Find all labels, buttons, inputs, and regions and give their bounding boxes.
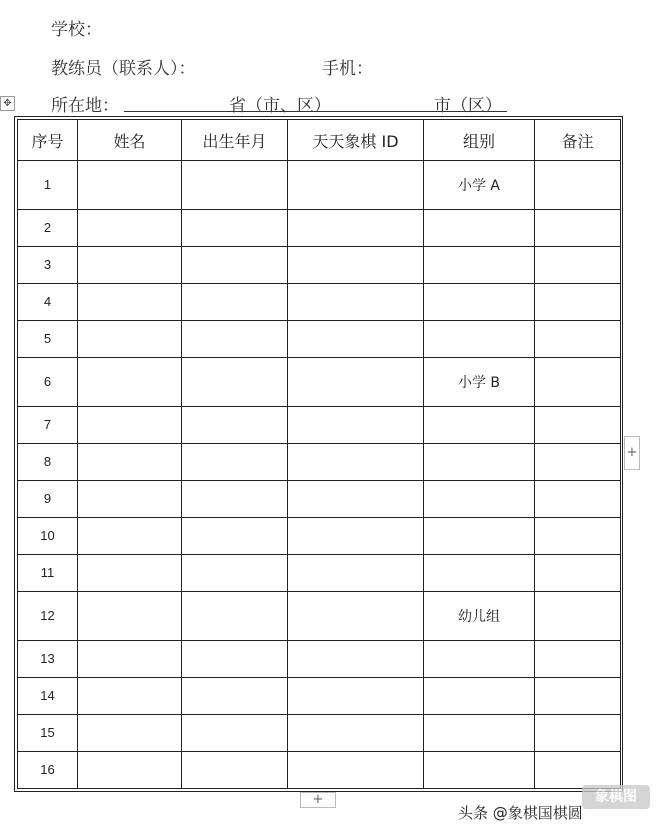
row-number-cell: 4 xyxy=(18,283,78,320)
app-id-cell[interactable] xyxy=(288,677,424,714)
table-row xyxy=(18,517,621,554)
name-cell[interactable] xyxy=(78,554,182,591)
app-id-cell[interactable] xyxy=(288,357,424,406)
name-cell[interactable] xyxy=(78,751,182,788)
app-id-cell[interactable] xyxy=(288,246,424,283)
group-cell[interactable] xyxy=(424,517,535,554)
table-row xyxy=(18,209,621,246)
table-row xyxy=(18,283,621,320)
column-header: 序号 xyxy=(18,120,78,161)
name-cell[interactable] xyxy=(78,357,182,406)
table-row xyxy=(18,320,621,357)
name-cell[interactable] xyxy=(78,480,182,517)
group-cell[interactable] xyxy=(424,283,535,320)
group-cell[interactable] xyxy=(424,751,535,788)
birth-cell[interactable] xyxy=(182,320,288,357)
birth-cell[interactable] xyxy=(182,640,288,677)
birth-cell[interactable] xyxy=(182,677,288,714)
note-cell[interactable] xyxy=(535,357,621,406)
coach-label: 教练员（联系人）： xyxy=(51,59,196,79)
phone-label: 手机： xyxy=(322,59,373,79)
group-cell[interactable] xyxy=(424,209,535,246)
note-cell[interactable] xyxy=(535,480,621,517)
table-move-handle-icon[interactable]: ✥ xyxy=(0,96,15,111)
name-cell[interactable] xyxy=(78,443,182,480)
table-row xyxy=(18,677,621,714)
birth-cell[interactable] xyxy=(182,209,288,246)
name-cell[interactable] xyxy=(78,677,182,714)
row-number-cell: 11 xyxy=(18,554,78,591)
location-label: 所在地： xyxy=(51,96,119,116)
note-cell[interactable] xyxy=(535,283,621,320)
column-header: 出生年月 xyxy=(182,120,288,161)
logo-watermark: 象棋图 xyxy=(582,785,650,809)
name-cell[interactable] xyxy=(78,283,182,320)
note-cell[interactable] xyxy=(535,554,621,591)
app-id-cell[interactable] xyxy=(288,480,424,517)
app-id-cell[interactable] xyxy=(288,640,424,677)
note-cell[interactable] xyxy=(535,406,621,443)
province-label: 省（市、区） xyxy=(229,96,331,116)
registration-table xyxy=(17,119,621,789)
note-cell[interactable] xyxy=(535,591,621,640)
note-cell[interactable] xyxy=(535,677,621,714)
registration-table-frame xyxy=(14,116,623,792)
birth-cell[interactable] xyxy=(182,751,288,788)
group-cell[interactable]: 幼儿组 xyxy=(424,591,535,640)
group-cell[interactable] xyxy=(424,554,535,591)
add-column-icon[interactable]: + xyxy=(624,436,640,470)
table-body xyxy=(18,161,621,789)
note-cell[interactable] xyxy=(535,320,621,357)
group-cell[interactable] xyxy=(424,443,535,480)
column-header: 组别 xyxy=(424,120,535,161)
row-number-cell: 10 xyxy=(18,517,78,554)
group-cell[interactable] xyxy=(424,320,535,357)
group-cell[interactable] xyxy=(424,406,535,443)
group-cell[interactable] xyxy=(424,480,535,517)
note-cell[interactable] xyxy=(535,751,621,788)
row-number-cell: 9 xyxy=(18,480,78,517)
app-id-cell[interactable] xyxy=(288,283,424,320)
name-cell[interactable] xyxy=(78,246,182,283)
name-cell[interactable] xyxy=(78,406,182,443)
school-label: 学校： xyxy=(51,20,102,40)
row-number-cell: 12 xyxy=(18,591,78,640)
app-id-cell[interactable] xyxy=(288,443,424,480)
row-number-cell: 2 xyxy=(18,209,78,246)
row-number-cell: 13 xyxy=(18,640,78,677)
birth-cell[interactable] xyxy=(182,357,288,406)
group-cell[interactable]: 小学 A xyxy=(424,161,535,210)
row-number-cell: 5 xyxy=(18,320,78,357)
group-cell[interactable]: 小学 B xyxy=(424,357,535,406)
note-cell[interactable] xyxy=(535,246,621,283)
birth-cell[interactable] xyxy=(182,443,288,480)
app-id-cell[interactable] xyxy=(288,209,424,246)
table-row xyxy=(18,480,621,517)
row-number-cell: 8 xyxy=(18,443,78,480)
group-cell[interactable] xyxy=(424,246,535,283)
table-row xyxy=(18,443,621,480)
source-watermark: 头条 @象棋国棋圆 xyxy=(458,804,583,822)
table-row xyxy=(18,751,621,788)
city-label: 市（区） xyxy=(434,96,502,116)
note-cell[interactable] xyxy=(535,640,621,677)
birth-cell[interactable] xyxy=(182,591,288,640)
table-row xyxy=(18,161,621,210)
table-row xyxy=(18,554,621,591)
column-header: 姓名 xyxy=(78,120,182,161)
group-cell[interactable] xyxy=(424,677,535,714)
note-cell[interactable] xyxy=(535,714,621,751)
group-cell[interactable] xyxy=(424,640,535,677)
table-row xyxy=(18,714,621,751)
name-cell[interactable] xyxy=(78,714,182,751)
table-row xyxy=(18,357,621,406)
app-id-cell[interactable] xyxy=(288,751,424,788)
add-row-icon[interactable]: + xyxy=(300,792,336,808)
row-number-cell: 3 xyxy=(18,246,78,283)
app-id-cell[interactable] xyxy=(288,554,424,591)
app-id-cell[interactable] xyxy=(288,714,424,751)
app-id-cell[interactable] xyxy=(288,517,424,554)
note-cell[interactable] xyxy=(535,209,621,246)
name-cell[interactable] xyxy=(78,640,182,677)
row-number-cell: 14 xyxy=(18,677,78,714)
row-number-cell: 15 xyxy=(18,714,78,751)
row-number-cell: 7 xyxy=(18,406,78,443)
birth-cell[interactable] xyxy=(182,517,288,554)
note-cell[interactable] xyxy=(535,161,621,210)
birth-cell[interactable] xyxy=(182,161,288,210)
table-header-row xyxy=(18,120,621,161)
group-cell[interactable] xyxy=(424,714,535,751)
note-cell[interactable] xyxy=(535,517,621,554)
app-id-cell[interactable] xyxy=(288,320,424,357)
table-row xyxy=(18,406,621,443)
birth-cell[interactable] xyxy=(182,283,288,320)
row-number-cell: 6 xyxy=(18,357,78,406)
name-cell[interactable] xyxy=(78,591,182,640)
name-cell[interactable] xyxy=(78,320,182,357)
app-id-cell[interactable] xyxy=(288,406,424,443)
column-header: 备注 xyxy=(535,120,621,161)
table-row xyxy=(18,640,621,677)
table-row xyxy=(18,591,621,640)
birth-cell[interactable] xyxy=(182,714,288,751)
birth-cell[interactable] xyxy=(182,246,288,283)
note-cell[interactable] xyxy=(535,443,621,480)
column-header: 天天象棋 ID xyxy=(288,120,424,161)
table-row xyxy=(18,246,621,283)
birth-cell[interactable] xyxy=(182,480,288,517)
name-cell[interactable] xyxy=(78,161,182,210)
app-id-cell[interactable] xyxy=(288,161,424,210)
row-number-cell: 16 xyxy=(18,751,78,788)
birth-cell[interactable] xyxy=(182,406,288,443)
row-number-cell: 1 xyxy=(18,161,78,210)
name-cell[interactable] xyxy=(78,209,182,246)
name-cell[interactable] xyxy=(78,517,182,554)
app-id-cell[interactable] xyxy=(288,591,424,640)
birth-cell[interactable] xyxy=(182,554,288,591)
